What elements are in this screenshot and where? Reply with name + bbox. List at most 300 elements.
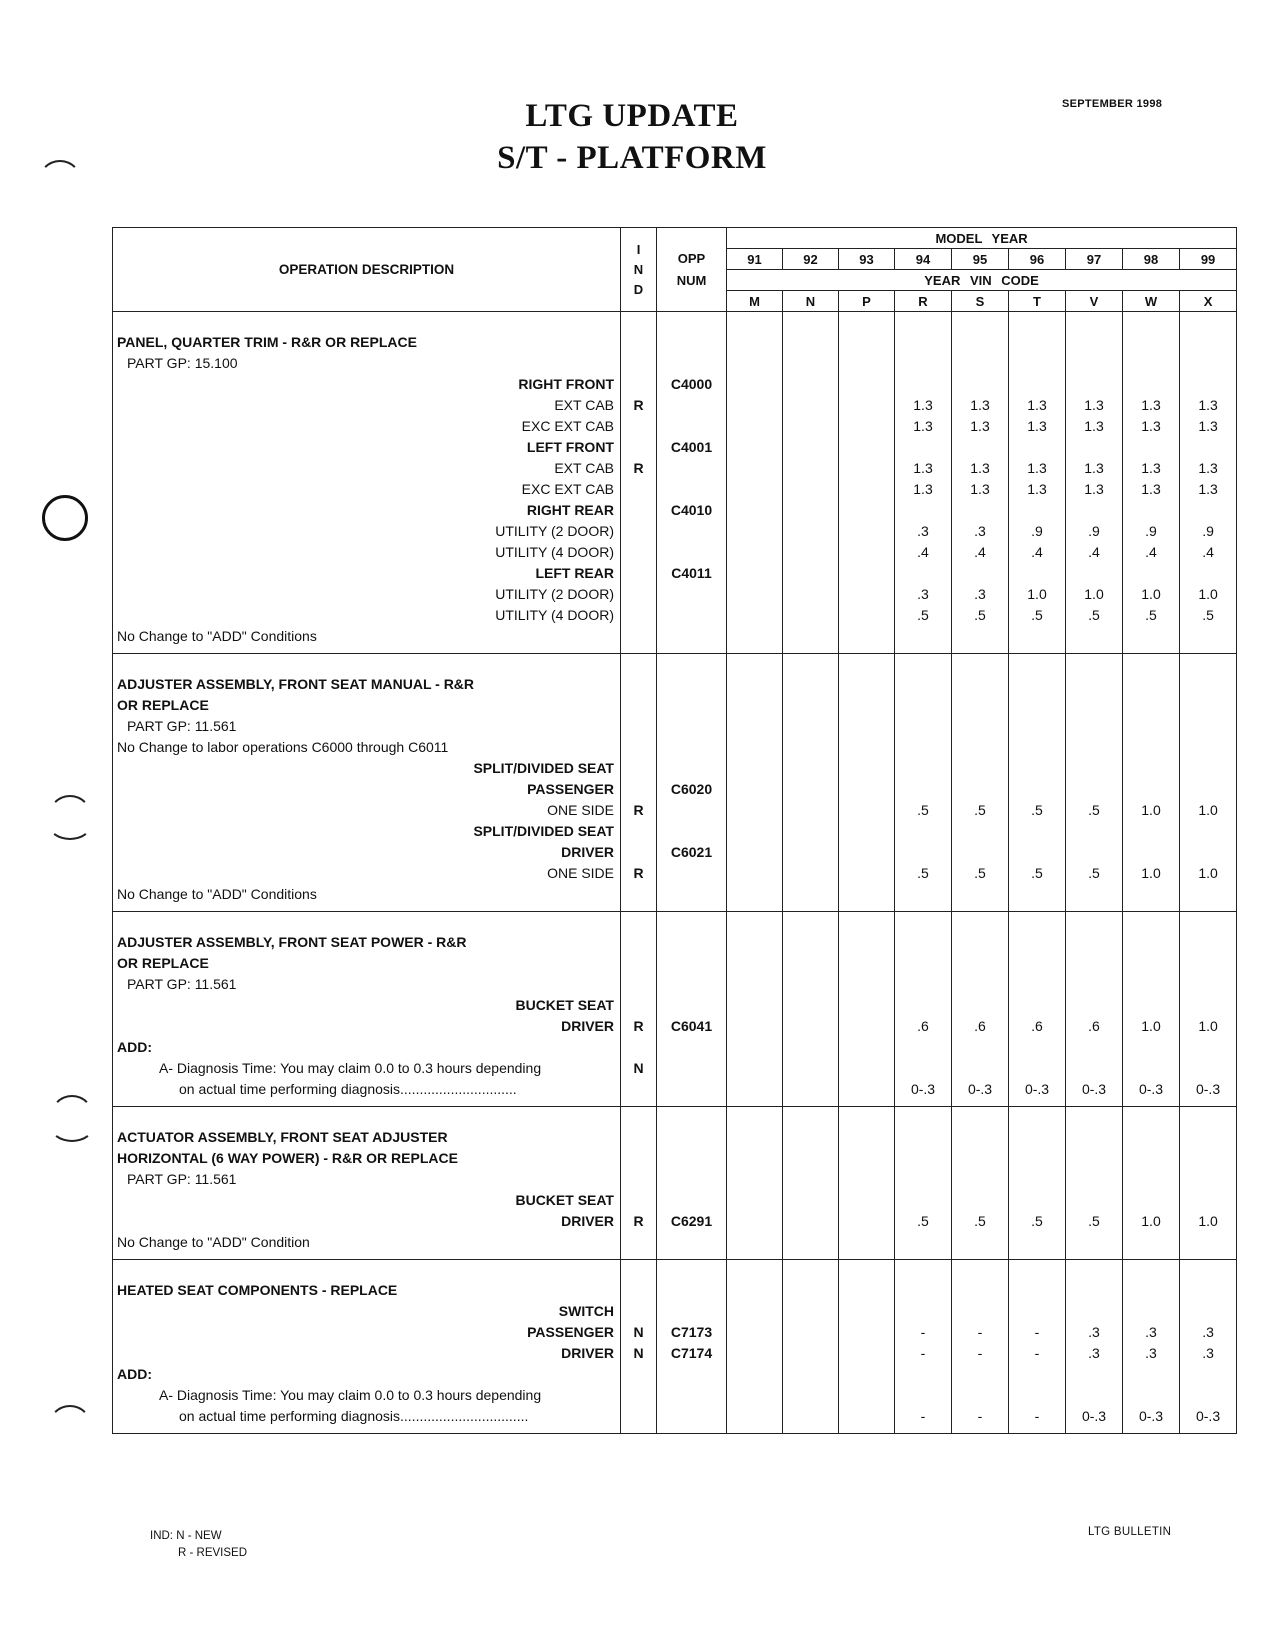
table-row [113,1079,1237,1107]
labor-time-cell [1066,716,1123,737]
labor-time-cell [1066,1058,1123,1079]
opp-num-cell [657,1148,727,1169]
labor-time-cell [952,912,1009,954]
labor-time-cell [783,1343,839,1364]
labor-time-cell: .5 [952,1211,1009,1232]
labor-time-cell: .3 [895,521,952,542]
labor-time-cell: .3 [1123,1343,1180,1364]
labor-time-cell [1066,1364,1123,1385]
operation-description-cell: No Change to "ADD" Condition [113,1232,621,1260]
table-row [113,1148,1237,1169]
labor-time-cell [1123,563,1180,584]
labor-time-cell [783,800,839,821]
labor-time-cell [1066,626,1123,654]
ind-cell [621,758,657,779]
table-row [113,1169,1237,1190]
labor-time-cell [839,1385,895,1406]
labor-time-cell [1009,716,1066,737]
labor-time-cell [727,800,783,821]
labor-time-cell [895,995,952,1016]
labor-time-cell [783,584,839,605]
labor-time-cell [727,1107,783,1149]
labor-time-cell [952,1169,1009,1190]
ind-header-n: N [633,261,644,277]
ind-cell [621,1107,657,1149]
labor-time-cell [727,437,783,458]
labor-time-cell [783,821,839,842]
labor-time-cell [952,995,1009,1016]
labor-time-cell [839,654,895,696]
vin-code-cell: X [1180,291,1237,312]
ind-cell [621,974,657,995]
labor-time-cell [895,912,952,954]
labor-time-cell [1180,563,1237,584]
vin-code-cell: W [1123,291,1180,312]
labor-time-cell [895,654,952,696]
binder-hole-mark [48,1405,92,1449]
labor-time-cell [783,1260,839,1302]
labor-time-cell [727,884,783,912]
labor-time-cell [1123,1301,1180,1322]
labor-time-cell [1123,995,1180,1016]
labor-time-cell [839,312,895,354]
labor-time-cell [839,563,895,584]
labor-time-cell: 1.3 [1009,395,1066,416]
labor-time-cell: 1.0 [1180,1211,1237,1232]
labor-time-cell: 0-.3 [1123,1406,1180,1434]
labor-time-cell [1123,884,1180,912]
labor-time-cell [952,758,1009,779]
table-row [113,1301,1237,1322]
table-row [113,542,1237,563]
labor-time-cell [1009,821,1066,842]
labor-time-cell [783,353,839,374]
table-row [113,821,1237,842]
labor-time-cell: 1.3 [1066,395,1123,416]
labor-time-cell: - [1009,1343,1066,1364]
table-row [113,395,1237,416]
labor-time-cell [952,500,1009,521]
operation-description-cell: LEFT REAR [113,563,621,584]
labor-time-cell [727,353,783,374]
opp-num-cell [657,1232,727,1260]
vin-code-cell: T [1009,291,1066,312]
ind-legend-revised: R - REVISED [178,1547,248,1559]
labor-time-cell [1123,1058,1180,1079]
labor-time-cell: 1.3 [895,458,952,479]
labor-time-cell [783,1322,839,1343]
operation-description-cell: PASSENGER [113,1322,621,1343]
labor-time-cell [783,437,839,458]
labor-time-cell [952,842,1009,863]
labor-time-cell: - [1009,1322,1066,1343]
labor-time-cell [1180,1107,1237,1149]
ind-cell [621,521,657,542]
year-header-cell: 99 [1180,249,1237,270]
ind-cell [621,1364,657,1385]
labor-time-cell [1066,912,1123,954]
ind-cell [621,654,657,696]
labor-time-cell: 1.0 [1180,1016,1237,1037]
labor-time-cell [895,1385,952,1406]
labor-time-cell [839,584,895,605]
labor-time-cell [839,821,895,842]
operation-description-cell: ACTUATOR ASSEMBLY, FRONT SEAT ADJUSTER [113,1107,621,1149]
opp-num-cell: C4001 [657,437,727,458]
labor-time-cell [727,1016,783,1037]
labor-time-cell [727,1364,783,1385]
ind-cell [621,1169,657,1190]
labor-time-cell: 1.3 [1123,395,1180,416]
labor-time-cell [727,863,783,884]
labor-time-cell [1009,1385,1066,1406]
labor-time-cell [783,974,839,995]
opp-num-cell: C6020 [657,779,727,800]
opp-num-cell [657,1190,727,1211]
table-row [113,884,1237,912]
ind-cell [621,479,657,500]
page-subtitle: S/T - PLATFORM [497,140,767,176]
labor-time-cell [1009,995,1066,1016]
operation-description-cell: LEFT FRONT [113,437,621,458]
binder-hole-mark [50,1110,94,1142]
labor-time-cell [727,500,783,521]
labor-time-cell [1009,1107,1066,1149]
year-header-cell: 98 [1123,249,1180,270]
ind-header-d: D [633,281,644,297]
labor-time-cell: 1.0 [1066,584,1123,605]
labor-time-cell: 1.0 [1123,800,1180,821]
table-row [113,1232,1237,1260]
labor-time-cell [839,1107,895,1149]
labor-time-cell [783,1016,839,1037]
vin-code-cell: V [1066,291,1123,312]
operation-description-header: OPERATION DESCRIPTION [113,228,621,312]
labor-time-cell [952,353,1009,374]
labor-time-cell: .5 [1180,605,1237,626]
labor-time-cell [1009,842,1066,863]
labor-time-cell [727,521,783,542]
labor-time-cell [952,312,1009,354]
labor-time-cell: 0-.3 [1066,1406,1123,1434]
labor-time-cell: .4 [895,542,952,563]
labor-time-cell [783,479,839,500]
num-header: NUM [676,272,707,288]
labor-time-cell [1009,437,1066,458]
labor-time-cell [895,1058,952,1079]
labor-time-cell [783,1406,839,1434]
labor-time-cell [952,437,1009,458]
labor-time-cell [1066,953,1123,974]
vin-code-cell: R [895,291,952,312]
ind-cell [621,716,657,737]
table-row [113,716,1237,737]
labor-time-cell [1180,974,1237,995]
table-row [113,654,1237,696]
labor-time-cell: 1.3 [895,395,952,416]
labor-time-cell: 0-.3 [895,1079,952,1107]
opp-num-cell [657,1079,727,1107]
labor-time-cell [839,542,895,563]
ind-cell [621,584,657,605]
labor-time-cell [839,716,895,737]
labor-time-cell [1066,500,1123,521]
labor-time-cell: 1.3 [895,479,952,500]
labor-time-cell [895,1037,952,1058]
table-row [113,312,1237,354]
ind-cell: R [621,458,657,479]
labor-time-cell [727,1343,783,1364]
labor-time-cell: .6 [1009,1016,1066,1037]
labor-time-cell: 1.3 [1066,458,1123,479]
labor-time-cell: 1.3 [952,395,1009,416]
labor-time-cell: 0-.3 [1123,1079,1180,1107]
operation-description-cell: DRIVER [113,1211,621,1232]
labor-time-cell [727,842,783,863]
operation-description-cell: PASSENGER [113,779,621,800]
labor-time-cell [1180,312,1237,354]
ind-cell [621,1406,657,1434]
labor-time-cell [1123,912,1180,954]
table-row [113,1260,1237,1302]
opp-num-cell [657,605,727,626]
labor-time-cell [727,758,783,779]
labor-time-cell [1180,626,1237,654]
labor-time-cell [1009,563,1066,584]
labor-time-cell [1180,1058,1237,1079]
labor-time-cell [1123,1385,1180,1406]
labor-time-cell [839,1169,895,1190]
labor-time-cell: 0-.3 [1009,1079,1066,1107]
operation-description-cell: PART GP: 11.561 [113,1169,621,1190]
labor-time-cell [1123,500,1180,521]
opp-num-cell [657,821,727,842]
labor-time-cell [1123,1107,1180,1149]
labor-time-cell [727,821,783,842]
labor-time-cell [839,1211,895,1232]
labor-time-cell [1066,437,1123,458]
labor-time-cell: 1.0 [1123,1016,1180,1037]
ind-cell [621,437,657,458]
labor-time-cell [727,974,783,995]
labor-time-cell [895,626,952,654]
operation-description-cell: HEATED SEAT COMPONENTS - REPLACE [113,1260,621,1302]
ind-cell [621,563,657,584]
labor-time-cell [727,374,783,395]
labor-time-cell [952,374,1009,395]
labor-time-cell [895,1260,952,1302]
labor-time-cell [727,584,783,605]
labor-time-cell [1180,1364,1237,1385]
labor-time-cell: 1.3 [952,416,1009,437]
labor-time-cell [1066,1260,1123,1302]
labor-time-cell [1009,695,1066,716]
labor-time-cell [1066,974,1123,995]
table-row [113,737,1237,758]
labor-time-cell [1180,353,1237,374]
labor-time-cell [839,995,895,1016]
labor-time-cell [1009,654,1066,696]
labor-time-cell [727,605,783,626]
table-row [113,1343,1237,1364]
labor-time-cell [952,1232,1009,1260]
labor-time-cell [895,353,952,374]
opp-num-cell [657,353,727,374]
labor-time-cell [727,716,783,737]
labor-time-cell [839,1058,895,1079]
labor-time-cell: .5 [952,800,1009,821]
labor-table-body [113,312,1237,1434]
operation-description-cell: No Change to "ADD" Conditions [113,626,621,654]
table-row [113,995,1237,1016]
table-row [113,626,1237,654]
table-row [113,437,1237,458]
labor-time-cell [783,716,839,737]
table-row [113,758,1237,779]
ind-cell [621,416,657,437]
labor-time-cell [952,1148,1009,1169]
opp-num-cell [657,312,727,354]
labor-time-cell [1009,1232,1066,1260]
ind-cell [621,626,657,654]
labor-time-cell [1009,1301,1066,1322]
labor-time-cell [1066,563,1123,584]
labor-time-cell [895,758,952,779]
labor-time-cell [839,500,895,521]
labor-time-cell [1123,1260,1180,1302]
ind-cell [621,500,657,521]
labor-time-cell: .5 [1009,605,1066,626]
ind-cell [621,542,657,563]
labor-time-cell: - [895,1343,952,1364]
opp-num-cell [657,912,727,954]
labor-time-cell: .5 [1066,863,1123,884]
labor-time-cell [727,1169,783,1190]
labor-time-cell [1066,1190,1123,1211]
table-row [113,1016,1237,1037]
labor-time-cell [783,842,839,863]
year-header-cell: 94 [895,249,952,270]
ind-cell [621,1190,657,1211]
labor-time-cell [783,521,839,542]
labor-time-cell [1180,1301,1237,1322]
labor-time-cell [1123,1169,1180,1190]
labor-time-cell [952,821,1009,842]
labor-time-cell [727,1058,783,1079]
binder-hole-mark [48,808,92,840]
operation-description-cell: A- Diagnosis Time: You may claim 0.0 to 0.3 hours depending [113,1385,621,1406]
labor-time-cell [727,1232,783,1260]
labor-time-cell: .9 [1180,521,1237,542]
opp-num-cell: C6291 [657,1211,727,1232]
ind-header [621,228,657,312]
page-title: LTG UPDATE [525,98,739,134]
ind-legend [150,1528,247,1562]
operation-description-cell: RIGHT FRONT [113,374,621,395]
table-row [113,1364,1237,1385]
labor-time-cell [1066,842,1123,863]
labor-time-cell [1009,626,1066,654]
labor-time-cell [727,695,783,716]
labor-time-cell [1009,353,1066,374]
ind-cell [621,953,657,974]
opp-num-cell [657,416,727,437]
labor-time-cell [952,1058,1009,1079]
labor-time-cell [1066,1385,1123,1406]
ind-cell [621,1037,657,1058]
operation-description-cell: DRIVER [113,1343,621,1364]
labor-time-cell [839,1190,895,1211]
year-header-cell: 96 [1009,249,1066,270]
operation-description-cell: SPLIT/DIVIDED SEAT [113,821,621,842]
operation-description-cell: DRIVER [113,1016,621,1037]
labor-time-cell [1180,500,1237,521]
labor-time-cell [895,842,952,863]
labor-time-cell [839,416,895,437]
table-row [113,779,1237,800]
labor-time-cell [1180,1385,1237,1406]
labor-time-cell [783,500,839,521]
labor-time-cell [783,1232,839,1260]
ind-cell [621,1232,657,1260]
labor-time-cell [1009,737,1066,758]
labor-time-cell: 0-.3 [952,1079,1009,1107]
labor-time-cell: 1.3 [1180,395,1237,416]
labor-time-cell [895,312,952,354]
operation-description-cell: EXT CAB [113,458,621,479]
labor-time-cell [1180,912,1237,954]
labor-time-cell [839,437,895,458]
labor-time-cell [727,626,783,654]
labor-time-cell: 1.3 [895,416,952,437]
labor-time-cell [952,779,1009,800]
labor-time-cell [1066,654,1123,696]
opp-num-cell: C6041 [657,1016,727,1037]
operation-description-cell: BUCKET SEAT [113,995,621,1016]
ind-cell: R [621,1016,657,1037]
operation-description-cell: BUCKET SEAT [113,1190,621,1211]
labor-time-cell [839,800,895,821]
labor-time-cell [1180,884,1237,912]
labor-time-cell [1009,758,1066,779]
labor-time-cell [839,779,895,800]
labor-time-cell: 1.0 [1123,863,1180,884]
ind-cell [621,312,657,354]
labor-time-cell [839,353,895,374]
labor-time-cell [1180,716,1237,737]
labor-time-cell [727,912,783,954]
binder-hole [42,495,88,541]
labor-time-cell [1009,912,1066,954]
labor-time-cell [839,374,895,395]
ind-cell [621,1301,657,1322]
labor-time-cell [727,479,783,500]
labor-time-cell [783,458,839,479]
labor-time-cell [1009,312,1066,354]
operation-description-cell: ADD: [113,1364,621,1385]
year-header-cell: 91 [727,249,783,270]
labor-time-cell [895,974,952,995]
labor-time-cell [1180,437,1237,458]
labor-time-cell [1066,1037,1123,1058]
labor-time-cell: .6 [952,1016,1009,1037]
table-row [113,521,1237,542]
ind-cell [621,737,657,758]
labor-time-cell [839,884,895,912]
labor-time-cell [1066,312,1123,354]
labor-time-cell [727,779,783,800]
ind-cell: R [621,863,657,884]
